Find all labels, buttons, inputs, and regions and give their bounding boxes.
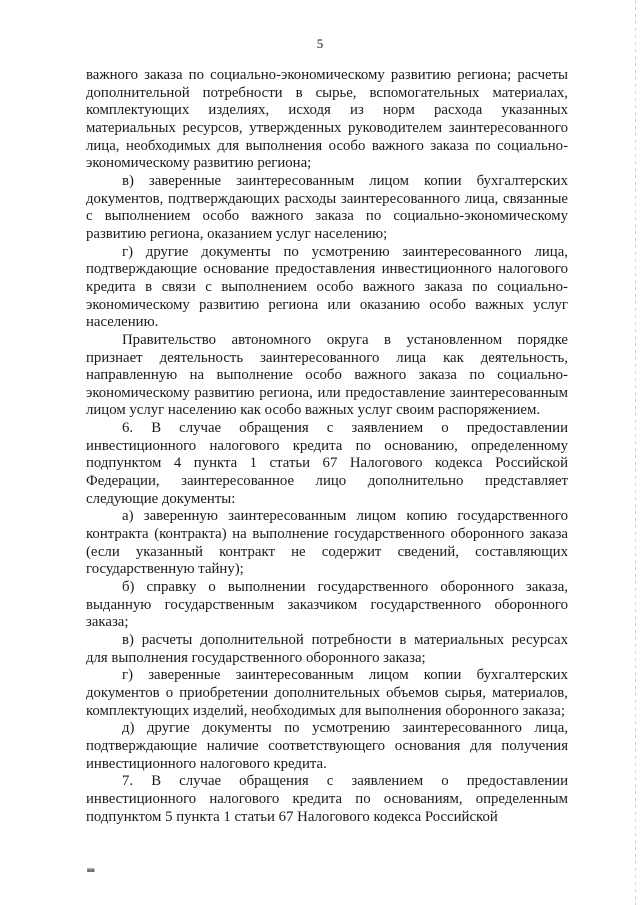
paragraph-item-d: д) другие документы по усмотрению заинтересованного лица, подтверждающие наличие соответствующего основания для получения инвестиционного налогового кредита. xyxy=(86,720,568,772)
paragraph-item-b: б) справку о выполнении государственного оборонного заказа, выданную государственным заказчиком государственного оборонного заказа; xyxy=(86,579,568,631)
paragraph-item-g: г) другие документы по усмотрению заинтересованного лица, подтверждающие основание предоставления инвестиционного налогового кредита в связи с выполнением особо важного заказа по социально-экономическому развитию региона или оказанию особо важных услуг населению. xyxy=(86,243,568,331)
page-number: 5 xyxy=(316,36,324,51)
paragraph-clause-6: 6. В случае обращения с заявлением о предоставлении инвестиционного налогового кредита по основанию, определенному подпунктом 4 пункта 1 статьи 67 Налогового кодекса Российской Федерации, заинтересованное лицо дополнительно представляет следующие документы: xyxy=(86,420,568,507)
paragraph-item-v: в) заверенные заинтересованным лицом копии бухгалтерских документов, подтверждающих расходы заинтересованного лица, связанные с выполнением особо важного заказа по социально-экономическому развитию региона, оказанием услуг населению; xyxy=(86,172,568,242)
paragraph-clause-7: 7. В случае обращения с заявлением о предоставлении инвестиционного налогового кредита по основаниям, определенным подпунктом 5 пункта 1 статьи 67 Налогового кодекса Российской xyxy=(86,773,568,825)
paragraph-item-a: а) заверенную заинтересованным лицом копию государственного контракта (контракта) на выполнение государственного оборонного заказа (если указанный контракт не содержит сведений, составляющих государственную тайну); xyxy=(86,508,568,578)
paragraph-government: Правительство автономного округа в установленном порядке признает деятельность заинтересованного лица как деятельность, направленную на выполнение особо важного заказа по социально-экономическому развитию региона, или предоставление заинтересованным лицом услуг населению как особо важных услуг своим распоряжением. xyxy=(86,331,568,419)
paragraph-item-g2: г) заверенные заинтересованным лицом копии бухгалтерских документов о приобретении дополнительных объемов сырья, материалов, комплектующих изделий, необходимых для выполнения оборонного заказа; xyxy=(86,667,568,719)
paragraph-item-v2: в) расчеты дополнительной потребности в материальных ресурсах для выполнения государственного оборонного заказа; xyxy=(86,632,568,666)
paragraph-continuation: важного заказа по социально-экономическому развитию региона; расчеты дополнительной потребности в сырье, вспомогательных материалах, комплектующих изделиях, исходя из норм расхода указанных материальных ресурсов, утвержденных руководителем заинтересованного лица, необходимых для выполнения особо важного заказа по социально-экономическому развитию региона; xyxy=(86,67,568,172)
footer-initials: нв xyxy=(87,866,95,874)
document-body xyxy=(86,67,568,826)
page-edge-line xyxy=(635,0,636,905)
